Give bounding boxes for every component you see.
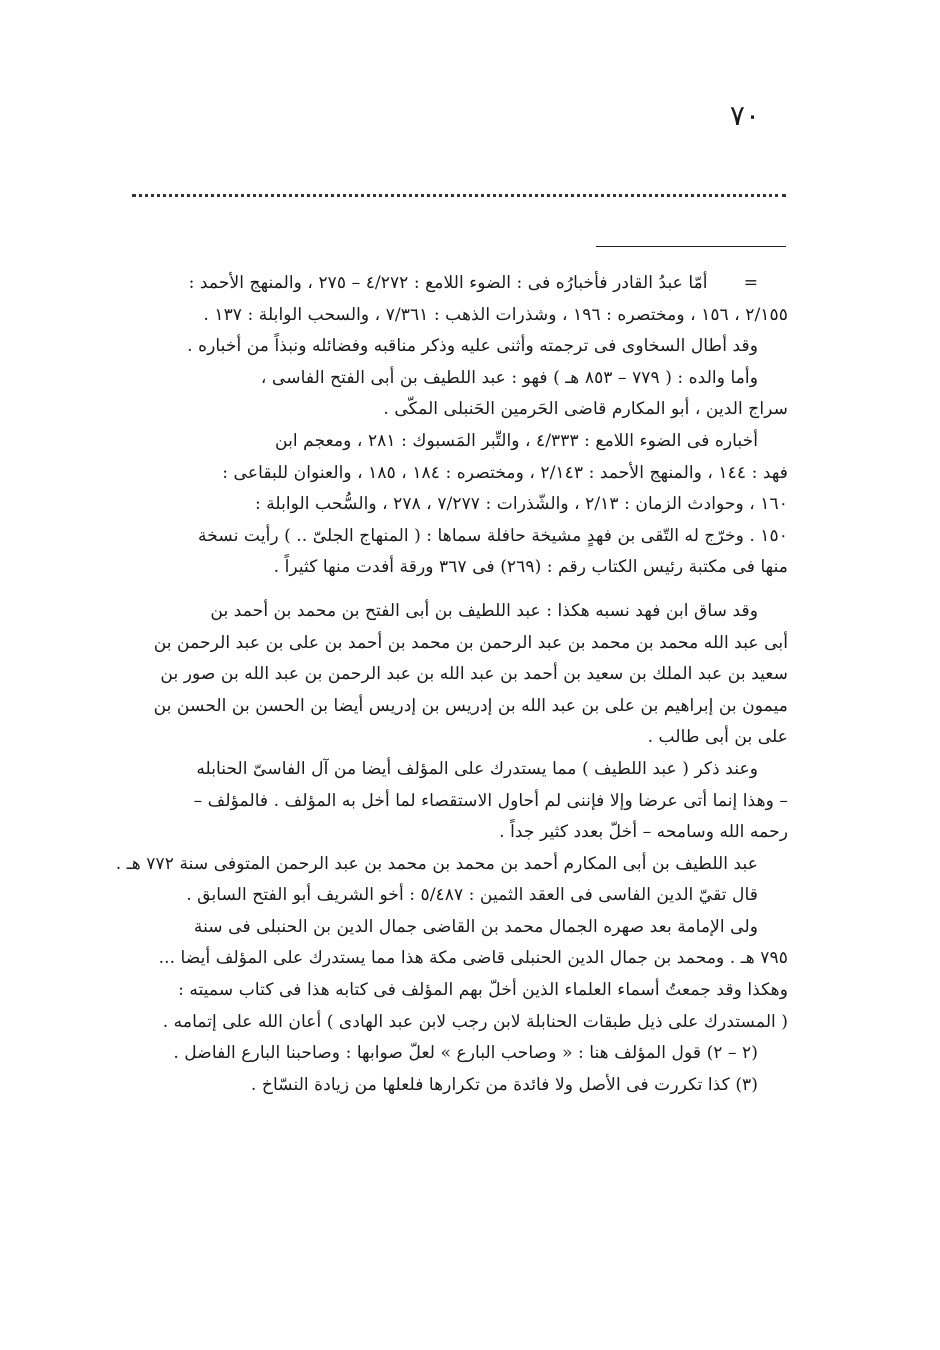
text-line: سعيد بن عبد الملك بن سعيد بن أحمد بن عبد الله بن عبد الرحمن بن عبد الله بن صور بن (160, 664, 788, 685)
text-line: على بن أبى طالب . (647, 727, 788, 748)
text-line: منها فى مكتبة رئيس الكتاب رقم : (٢٦٩) فى ٣٦٧ ورقة أفدت منها كثيراً . (273, 557, 788, 578)
text-line: وقد ساق ابن فهد نسبه هكذا : عبد اللطيف بن أبى الفتح بن محمد بن أحمد بن (210, 600, 758, 621)
continuation-mark: = (743, 273, 758, 293)
text-line: ميمون بن إبراهيم بن على بن عبد الله بن إدريس بن إدريس أيضا بن الحسن بن الحسن بن (153, 695, 788, 716)
text-line: أبى عبد الله محمد بن محمد بن عبد الرحمن بن محمد بن أحمد بن على بن عبد الرحمن بن (153, 632, 788, 653)
footnotes-body (115, 268, 788, 1101)
text-line: – وهذا إنما أتى عرضا وإلا فإننى لم أحاول الاستقصاء لما أخل به المؤلف . فالمؤلف – (193, 790, 788, 811)
text-line: وقد أطال السخاوى فى ترجمته وأثنى عليه وذكر مناقبه وفضائله ونبذاً من أخباره . (187, 336, 758, 357)
text-line: ( المستدرك على ذيل طبقات الحنابلة لابن رجب لابن عبد الهادى ) أعان الله على إتمامه . (162, 1011, 788, 1032)
text-line: عبد اللطيف بن أبى المكارم أحمد بن محمد بن محمد بن عبد الرحمن المتوفى سنة ٧٧٢ هـ . (115, 853, 758, 874)
text-line: أخباره فى الضوء اللامع : ٤/٣٣٣ ، والتِّبر المَسبوك : ٢٨١ ، ومعجم ابن (275, 430, 758, 451)
text-line: ١٦٠ ، وحوادث الزمان : ٢/١٣ ، والشّذرات : ٧/٢٧٧ ، ٢٧٨ ، والسُّحب الوابلة : (254, 494, 788, 515)
text-line: وأما والده : ( ٧٧٩ – ٨٥٣ هـ ) فهو : عبد اللطيف بن أبى الفتح الفاسى ، (260, 367, 758, 388)
paragraph-gap (130, 584, 788, 596)
text-line: =أمّا عبدُ القادر فأخبارُه فى : الضوء اللامع : ٤/٢٧٢ – ٢٧٥ ، والمنهج الأحمد : (130, 268, 788, 300)
text-line: فهد : ١٤٤ ، والمنهج الأحمد : ٢/١٤٣ ، ومختصره : ١٨٤ ، ١٨٥ ، والعنوان للبقاعى : (222, 462, 788, 483)
text-line: وهكذا وقد جمعتُ أسماء العلماء الذين أخلّ بهم المؤلف فى كتابه هذا فى كتاب سميته : (178, 980, 788, 1001)
text-line: ٢/١٥٥ ، ١٥٦ ، ومختصره : ١٩٦ ، وشذرات الذهب : ٧/٣٦١ ، والسحب الوابلة : ١٣٧ . (203, 304, 788, 325)
text-line: سراج الدين ، أبو المكارم قاضى الحَرمين الحَنبلى المكّى . (383, 399, 788, 420)
text-line: رحمه الله وسامحه – أخلّ بعدد كثير جداً . (499, 822, 788, 843)
dotted-separator (132, 194, 786, 197)
footnote-line: (٣) كذا تكررت فى الأصل ولا فائدة من تكرارها فلعلها من زيادة النسّاخ . (250, 1074, 758, 1095)
text-line: ٧٩٥ هـ . ومحمد بن جمال الدين الحنبلى قاضى مكة هذا مما يستدرك على المؤلف أيضا ... (158, 948, 788, 969)
text-line: وعند ذكر ( عبد اللطيف ) مما يستدرك على المؤلف أيضا من آل الفاسىّ الحنابله (196, 758, 758, 779)
text-line: ولى الإمامة بعد صهره الجمال محمد بن القاضى جمال الدين بن الحنبلى فى سنة (193, 916, 758, 937)
footnote-separator-rule (596, 246, 786, 247)
text-line: ١٥٠ . وخرّج له التّقى بن فهدٍ مشيخة حافلة سماها : ( المنهاج الجلىّ .. ) رأيت نسخة (198, 525, 788, 546)
page-number: ٧٠ (729, 99, 760, 132)
text-line: قال تقيّ الدين الفاسى فى العقد الثمين : ٥/٤٨٧ : أخو الشريف أبو الفتح السابق . (186, 885, 758, 906)
footnote-line: (٢ – ٢) قول المؤلف هنا : « وصاحب البارع » لعلّ صوابها : وصاحبنا البارع الفاضل . (173, 1043, 758, 1064)
